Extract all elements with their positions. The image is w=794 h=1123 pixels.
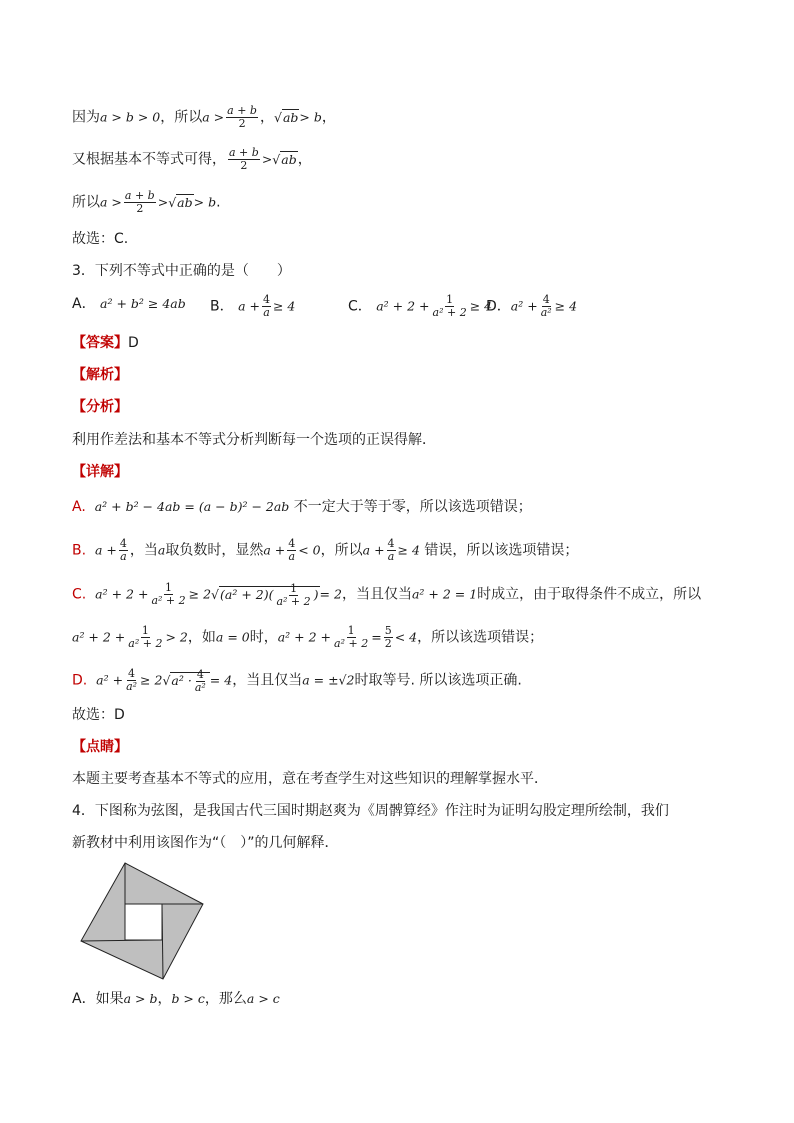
text: 时取等号. 所以该选项正确. [354, 672, 522, 689]
math: a² + 2 + [95, 586, 149, 602]
answer-line-2: 故选：D [72, 707, 125, 723]
sqrt: √ab [272, 151, 297, 167]
inner-square [125, 904, 162, 940]
answer-tag [72, 333, 139, 353]
detail-c-1 [72, 582, 701, 608]
question-3: 3．下列不等式中正确的是（ ） [72, 263, 291, 279]
math: a > [100, 194, 122, 210]
numerator: 4 [288, 537, 296, 550]
radicand: ab [281, 151, 297, 167]
detail-label: B. [72, 542, 87, 559]
numerator: a + b [124, 189, 155, 202]
detail-label: A. [72, 499, 86, 515]
detail-label: D. [72, 672, 88, 689]
fenxi-heading: 【分析】 [72, 399, 128, 415]
text: 又根据基本不等式可得， [72, 151, 226, 168]
math: a + [263, 542, 286, 558]
math: a > b [123, 991, 158, 1006]
denominator: a² + 2 [334, 637, 369, 650]
math: ≥ 2 [140, 672, 163, 688]
sqrt: √ab [168, 194, 193, 210]
question-4-line-2: 新教材中利用该图作为“（ ）”的几何解释． [72, 835, 339, 851]
solution-line-1 [72, 105, 336, 130]
text: ， [259, 109, 274, 126]
math: = [371, 629, 382, 645]
text: 所以 [72, 194, 100, 211]
xiangjie-heading: 【详解】 [72, 464, 128, 480]
option-label: C． [348, 298, 372, 315]
math: a > b > 0 [100, 109, 161, 125]
solution-line-3 [72, 190, 221, 215]
detail-b [72, 538, 578, 563]
text: ，当且仅当 [341, 586, 412, 603]
numerator: 5 [384, 624, 392, 637]
math: a = ±√2 [302, 672, 355, 688]
text: ，如 [187, 629, 216, 646]
denominator: a [387, 550, 395, 563]
option-c [348, 294, 492, 319]
denominator: a² + 2 [432, 306, 467, 319]
fraction [540, 294, 553, 319]
fraction [194, 669, 207, 694]
math: a² + [96, 672, 124, 688]
fraction [275, 583, 311, 608]
jiexi-heading: 【解析】 [72, 367, 128, 383]
math: ) [313, 586, 319, 602]
sqrt: √a² · $\frac{4}{\text{a²}}$ [162, 669, 209, 694]
numerator: a + b [229, 146, 259, 159]
numerator: 4 [119, 537, 127, 550]
fraction [124, 190, 156, 215]
radicand: ab [177, 194, 193, 210]
fraction [432, 294, 468, 319]
radicand [170, 667, 209, 694]
math: a² · [171, 672, 192, 688]
radicand: ab [282, 109, 299, 125]
text: . [216, 194, 221, 211]
math: = 2 [319, 586, 342, 602]
math: > [157, 194, 169, 210]
numerator: 1 [141, 624, 149, 637]
text: 错误，所以该选项错误； [419, 542, 579, 559]
numerator: 4 [128, 667, 136, 680]
fraction [384, 625, 393, 650]
fraction [119, 538, 128, 563]
numerator: 4 [387, 537, 395, 550]
fraction [125, 668, 138, 693]
math: a > [202, 109, 225, 125]
fraction [226, 105, 258, 130]
numerator: 1 [446, 293, 454, 306]
math: ≥ 4 [272, 298, 296, 314]
numerator: 4 [542, 293, 550, 306]
math: a + [94, 542, 117, 558]
numerator: 4 [196, 667, 204, 681]
numerator: a + b [227, 104, 257, 117]
math: a = 0 [215, 629, 250, 645]
math: a² + 2 + [376, 298, 430, 314]
answer-label: 【答案】 [72, 335, 128, 351]
option-label: A． [72, 296, 96, 312]
denominator: a² [126, 680, 138, 693]
text: 不一定大于等于零，所以该选项错误； [289, 499, 532, 515]
math: = 4 [209, 672, 233, 688]
dianjing-text: 本题主要考查基本不等式的应用，意在考查学生对这些知识的理解掌握水平． [72, 771, 548, 787]
chord-diagram [78, 862, 206, 982]
question-4-option-a [72, 989, 280, 1009]
math: a + [362, 542, 385, 558]
text: ， [157, 991, 172, 1007]
denominator: a² + 2 [151, 594, 186, 607]
denominator: a [120, 550, 127, 563]
math: > b [299, 109, 322, 125]
fenxi-text: 利用作差法和基本不等式分析判断每一个选项的正误得解． [72, 432, 436, 448]
denominator: a² + 2 [128, 637, 163, 650]
math: a² + [510, 298, 538, 314]
text: ，所以 [160, 109, 203, 126]
math: a² + 2 = 1 [411, 586, 478, 602]
sqrt: √(a² + 2)( $\frac{1}{\text{a² + 2}}$ ) [211, 581, 319, 608]
denominator: 2 [240, 159, 248, 172]
denominator: a [288, 550, 296, 563]
denominator: 2 [136, 202, 144, 215]
denominator: a² [194, 680, 206, 694]
numerator: 4 [262, 293, 270, 306]
math: b > c [171, 991, 205, 1006]
detail-d [72, 668, 522, 694]
math: > 2 [165, 629, 188, 645]
detail-a [72, 497, 532, 517]
math: < 0 [298, 542, 321, 558]
fraction [262, 294, 271, 319]
text: 因为 [72, 109, 100, 126]
sqrt: √ab [273, 109, 299, 125]
answer-line-1: 故选：C. [72, 231, 129, 247]
fraction [228, 147, 260, 172]
math: ≥ 4 [554, 298, 578, 314]
text: 时， [249, 629, 278, 646]
numerator: 1 [165, 581, 173, 594]
fraction [127, 625, 163, 650]
options-row [72, 294, 722, 324]
option-d [486, 294, 577, 319]
denominator: a² + 2 [276, 594, 311, 608]
math: ≥ 4 [397, 542, 420, 558]
math: a² + b² ≥ 4ab [100, 296, 186, 311]
numerator: 1 [290, 581, 298, 595]
math: < 4 [394, 629, 418, 645]
text: 时成立，由于取得条件不成立，所以 [477, 586, 702, 603]
math: ≥ 2 [188, 586, 212, 602]
text: ，所以该选项错误； [417, 629, 544, 646]
option-label: D． [486, 298, 511, 315]
option-label: B． [210, 298, 234, 315]
question-4-line-1: 4．下图称为弦图，是我国古代三国时期赵爽为《周髀算经》作注时为证明勾股定理所绘制，我们 [72, 803, 669, 819]
fraction [387, 538, 396, 563]
text: ， [321, 109, 336, 126]
math: a [157, 542, 166, 558]
fraction [287, 538, 296, 563]
math: a + [238, 298, 260, 314]
denominator: 2 [384, 637, 392, 650]
math: (a² + 2)( [220, 586, 274, 602]
denominator: 2 [238, 117, 246, 130]
fraction [333, 625, 369, 650]
text: 取负数时，显然 [165, 542, 264, 559]
math: a > c [246, 991, 280, 1006]
denominator: a² [540, 306, 552, 319]
option-label: A．如果 [72, 991, 124, 1007]
fraction [150, 582, 186, 607]
answer-value: D [128, 335, 139, 351]
text: ，当且仅当 [232, 672, 303, 689]
math: ≥ 4 [469, 298, 493, 314]
text: ，当 [129, 542, 158, 559]
math: a² + 2 + [277, 629, 332, 645]
math: a² + b² − 4ab = (a − b)² − 2ab [94, 499, 290, 514]
option-a [72, 294, 186, 314]
numerator: 1 [347, 624, 355, 637]
dianjing-heading: 【点睛】 [72, 739, 128, 755]
math: > b [193, 194, 217, 210]
detail-c-2 [72, 625, 543, 650]
text: ，所以 [320, 542, 363, 559]
math: > [261, 151, 273, 167]
denominator: a [263, 306, 270, 319]
text: ，那么 [204, 991, 247, 1007]
radicand [219, 581, 320, 608]
solution-line-2 [72, 147, 312, 172]
option-b [210, 294, 295, 319]
detail-label: C. [72, 586, 87, 603]
text: ， [297, 151, 312, 168]
math: a² + 2 + [72, 629, 126, 645]
